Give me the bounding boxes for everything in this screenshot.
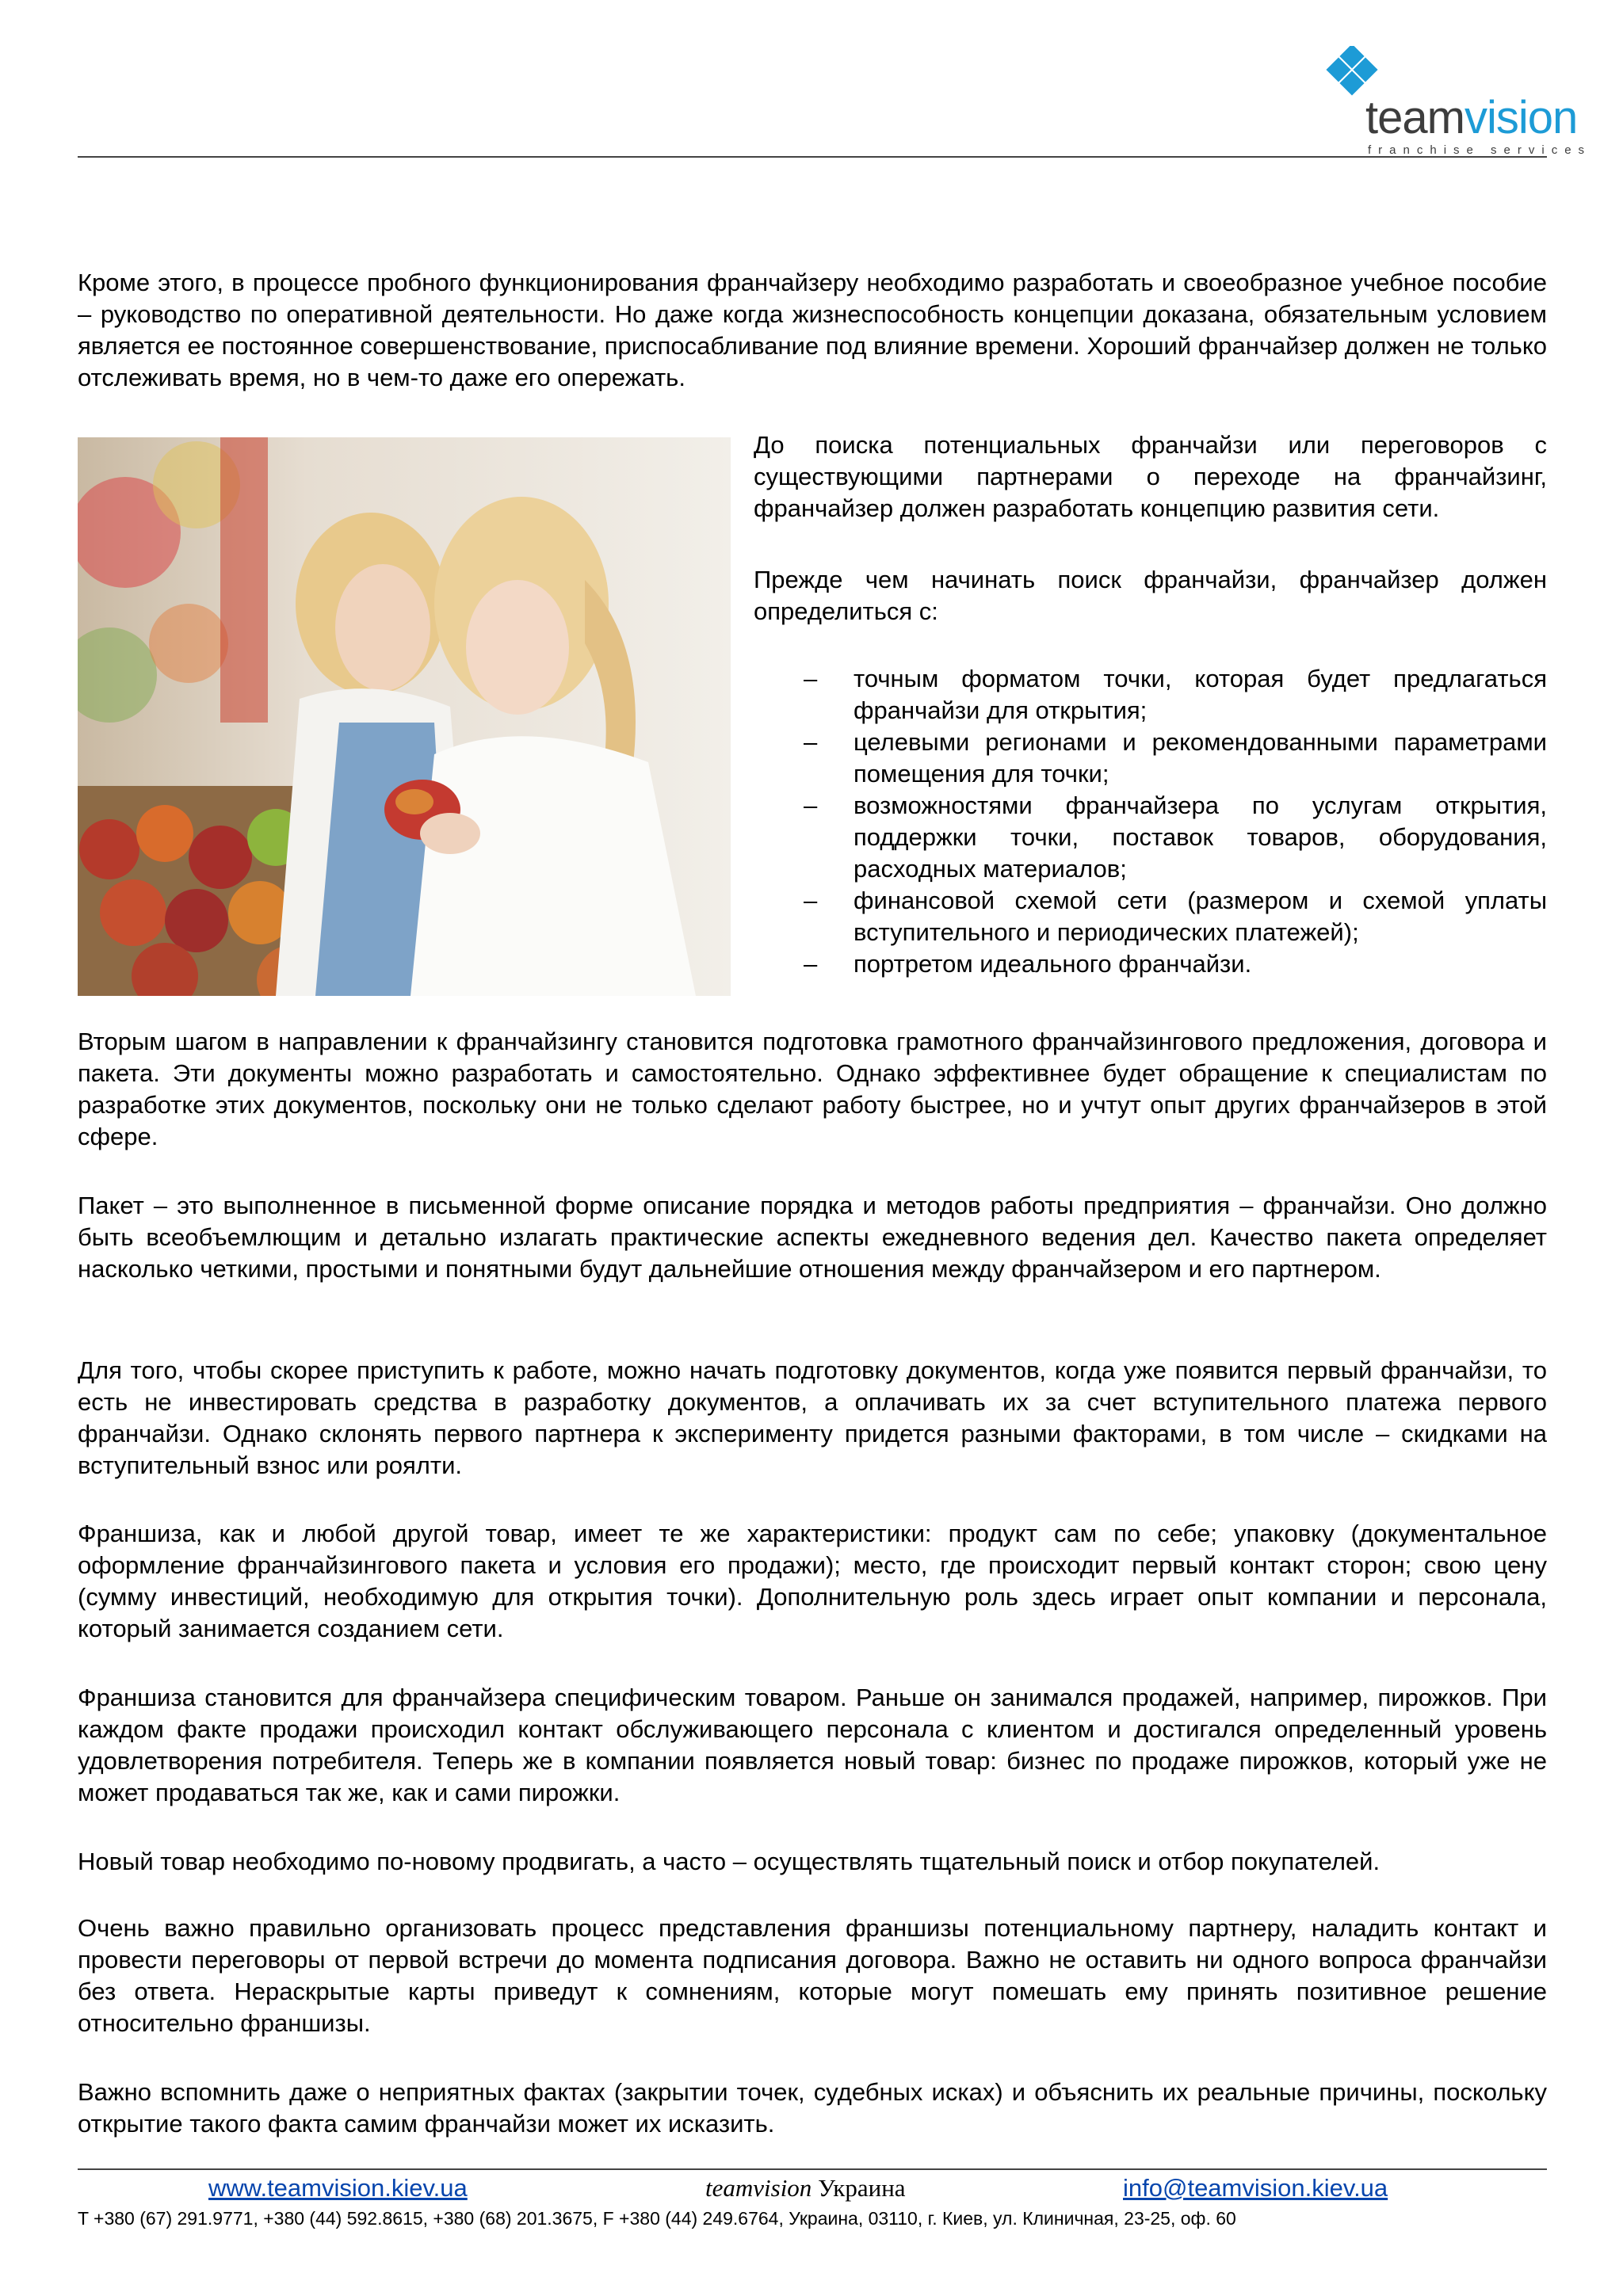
list-item-text: возможностями франчайзера по услугам открытия, поддержки точки, поставок товаров, оборудования, расходных материалов; — [854, 791, 1547, 883]
paragraph-4: Вторым шагом в направлении к франчайзингу становится подготовка грамотного франчайзингового предложения, договора и пакета. Эти документы можно разработать и самостоятельно. Однако эффективнее будет обращение к специалистам по разработке этих документов, поскольку они не только сделают работу быстрее, но и учтут опыт других франчайзеров в этой сфере. — [78, 1028, 1547, 1150]
paragraph-8: Франшиза становится для франчайзера специфическим товаром. Раньше он занимался продажей, например, пирожков. При каждом факте продажи происходил контакт обслуживающего персонала с клиентом и достигался определенный уровень удовлетворения потребителя. Теперь же в компании появляется новый товар: бизнес по продаже пирожков, который уже не может продаваться так же, как и сами пирожки. — [78, 1684, 1547, 1806]
photo-illustration — [78, 437, 731, 996]
website-link[interactable]: www.teamvision.kiev.ua — [208, 2174, 468, 2202]
logo-brand-vision: vision — [1464, 92, 1578, 143]
teamvision-logo — [1322, 46, 1592, 157]
header-divider — [78, 156, 1547, 158]
list-item-text: финансовой схемой сети (размером и схемой уплаты вступительного и периодических платежей); — [854, 887, 1547, 946]
email-link[interactable]: info@teamvision.kiev.ua — [1123, 2174, 1388, 2202]
list-dash: – — [804, 728, 818, 756]
requirements-list — [800, 663, 1547, 980]
list-item — [800, 727, 1547, 790]
footer-contacts: T +380 (67) 291.9771, +380 (44) 592.8615, +380 (68) 201.3675, F +380 (44) 249.6764, Украина, 03110, г. Киев, ул. Клиничная, 23-25, оф. 60 — [78, 2208, 1236, 2229]
list-item — [800, 663, 1547, 727]
logo-wordmark — [1365, 92, 1578, 143]
paragraph-9: Новый товар необходимо по-новому продвигать, а часто – осуществлять тщательный поиск и отбор покупателей. — [78, 1848, 1381, 1875]
paragraph-10: Очень важно правильно организовать процесс представления франшизы потенциальному партнеру, наладить контакт и провести переговоры от первой встречи до момента подписания договора. Важно не оставить ни одного вопроса франчайзи без ответа. Нераскрытые карты приведут к сомнениям, которые могут помешать ему принять позитивное решение относительно франшизы. — [78, 1914, 1547, 2037]
footer-brand: teamvision — [705, 2174, 812, 2202]
logo-brand-team: team — [1365, 92, 1465, 143]
list-item — [800, 790, 1547, 885]
paragraph-5: Пакет – это выполненное в письменной форме описание порядка и методов работы предприятия – франчайзи. Оно должно быть всеобъемлющим и детально излагать практические аспекты ежедневного ведения дел. Качество пакета определяет насколько четкими, простыми и понятными будут дальнейшие отношения между франчайзером и его партнером. — [78, 1192, 1547, 1283]
paragraph-6: Для того, чтобы скорее приступить к работе, можно начать подготовку документов, когда уже появится первый франчайзи, то есть не инвестировать средства в разработку документов, а оплачивать их за счет вступительного платежа первого франчайзи. Однако склонять первого партнера к эксперименту придется разными факторами, в том числе – скидками на вступительный взнос или роялти. — [78, 1356, 1547, 1479]
list-item-text: точным форматом точки, которая будет предлагаться франчайзи для открытия; — [854, 665, 1547, 724]
paragraph-11: Важно вспомнить даже о неприятных фактах (закрытии точек, судебных исках) и объяснить их реальные причины, поскольку открытие такого факта самим франчайзи может их исказить. — [78, 2078, 1547, 2138]
logo-tagline: franchise services — [1368, 143, 1592, 157]
list-item-text: целевыми регионами и рекомендованными параметрами помещения для точки; — [854, 728, 1547, 788]
footer-country: Украина — [812, 2174, 906, 2202]
footer-company — [705, 2172, 906, 2204]
list-dash: – — [804, 791, 818, 819]
paragraph-2: До поиска потенциальных франчайзи или переговоров с существующими партнерами о переходе на франчайзинг, франчайзер должен разработать концепцию развития сети. — [754, 431, 1547, 522]
list-item — [800, 885, 1547, 948]
list-dash: – — [804, 887, 818, 914]
list-item-text: портретом идеального франчайзи. — [854, 950, 1252, 978]
list-item — [800, 948, 1547, 980]
paragraph-7: Франшиза, как и любой другой товар, имеет те же характеристики: продукт сам по себе; упаковку (документальное оформление франчайзингового пакета и условия его продажи); место, где происходит первый контакт сторон; свою цену (сумму инвестиций, необходимую для открытия точки). Дополнительную роль здесь играет опыт компании и персонала, который занимается созданием сети. — [78, 1520, 1547, 1642]
photo-market-girls — [78, 437, 731, 996]
paragraph-3: Прежде чем начинать поиск франчайзи, франчайзер должен определиться с: — [754, 566, 1547, 625]
footer-divider — [78, 2168, 1547, 2170]
list-dash: – — [804, 665, 818, 692]
paragraph-1: Кроме этого, в процессе пробного функционирования франчайзеру необходимо разработать и своеобразное учебное пособие – руководство по оперативной деятельности. Но даже когда жизнеспособность концепции доказана, обязательным условием является ее постоянное совершенствование, приспосабливание под влияние времени. Хороший франчайзер должен не только отслеживать время, но в чем-то даже его опережать. — [78, 269, 1547, 391]
list-dash: – — [804, 950, 818, 978]
